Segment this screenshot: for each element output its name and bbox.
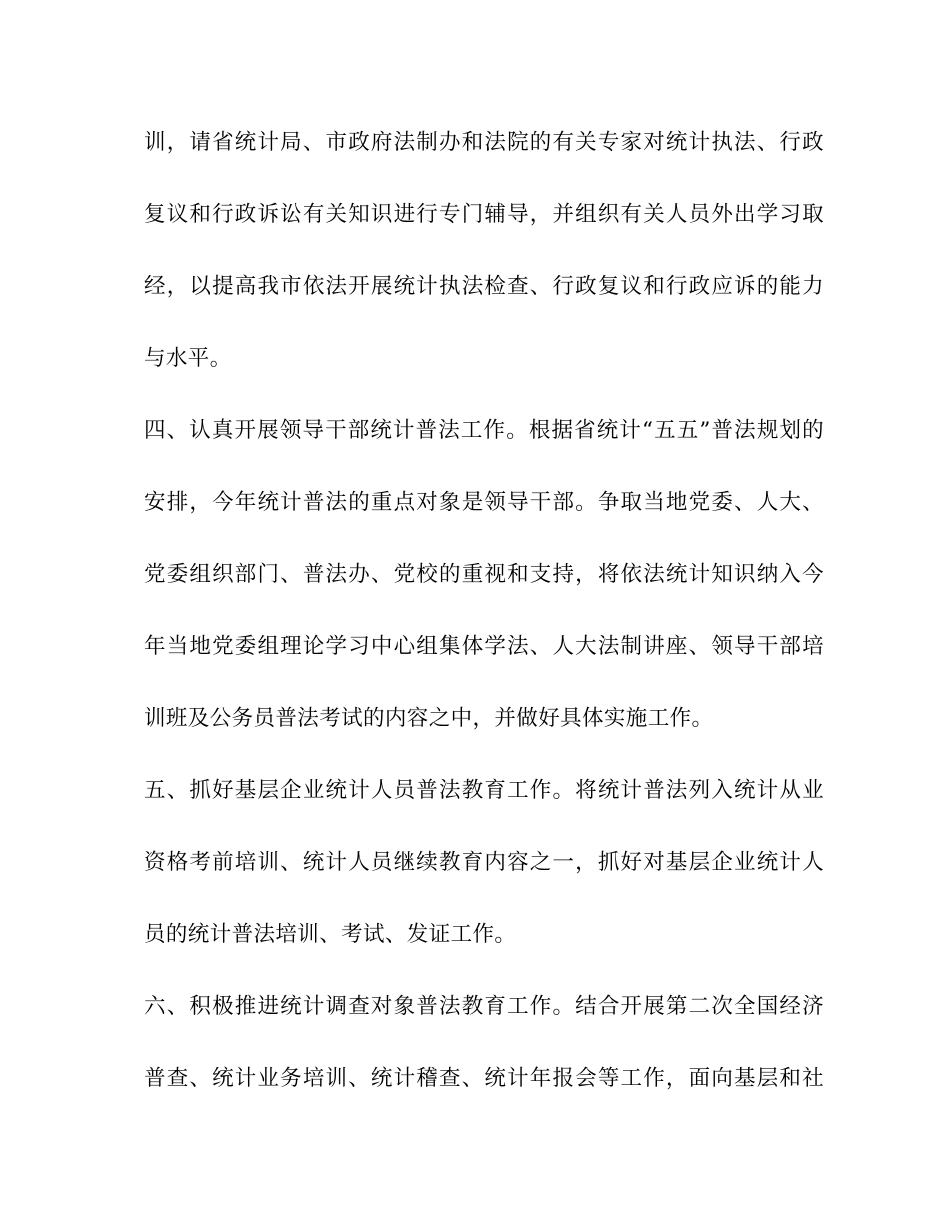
text-line: 安排，今年统计普法的重点对象是领导干部。争取当地党委、人大、 <box>144 490 824 515</box>
text-line: 四、认真开展领导干部统计普法工作。根据省统计“五五”普法规划的 <box>144 418 824 443</box>
text-line: 训班及公务员普法考试的内容之中，并做好具体实施工作。 <box>144 706 714 731</box>
text-line: 员的统计普法培训、考试、发证工作。 <box>144 922 517 947</box>
text-line: 党委组织部门、普法办、党校的重视和支持，将依法统计知识纳入今 <box>144 562 824 587</box>
text-line: 年当地党委组理论学习中心组集体学法、人大法制讲座、领导干部培 <box>144 634 824 659</box>
text-line: 经，以提高我市依法开展统计执法检查、行政复议和行政应诉的能力 <box>144 274 824 299</box>
text-line: 五、抓好基层企业统计人员普法教育工作。将统计普法列入统计从业 <box>144 778 824 803</box>
text-line: 六、积极推进统计调查对象普法教育工作。结合开展第二次全国经济 <box>144 994 824 1019</box>
text-line: 资格考前培训、统计人员继续教育内容之一，抓好对基层企业统计人 <box>144 850 824 875</box>
text-line: 复议和行政诉讼有关知识进行专门辅导，并组织有关人员外出学习取 <box>144 202 824 227</box>
text-line: 与水平。 <box>144 346 232 371</box>
text-line: 训，请省统计局、市政府法制办和法院的有关专家对统计执法、行政 <box>144 130 824 155</box>
text-line: 普查、统计业务培训、统计稽查、统计年报会等工作，面向基层和社 <box>144 1066 824 1091</box>
